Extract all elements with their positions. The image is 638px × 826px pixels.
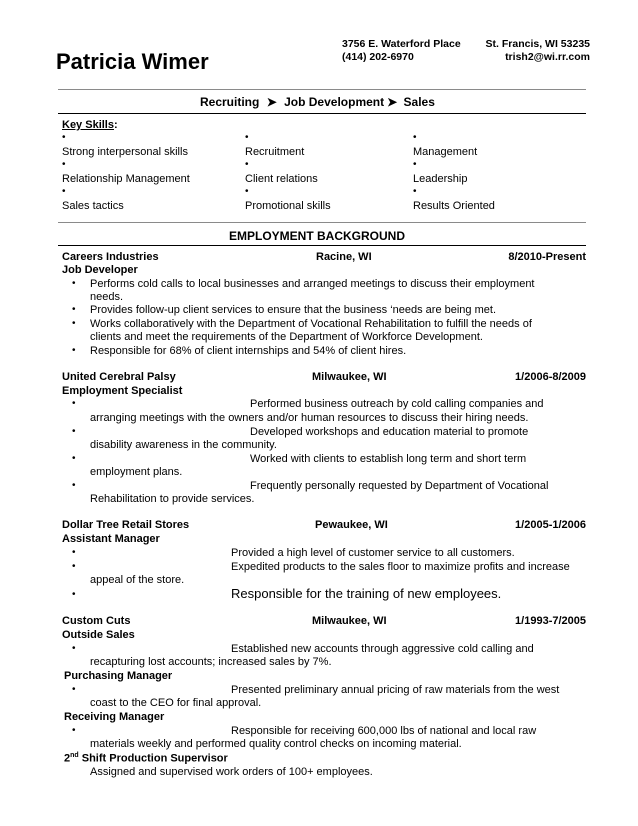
skill-item: Recruitment (245, 146, 305, 158)
duty-line: disability awareness in the community. (90, 439, 277, 451)
job-location: Racine, WI (316, 251, 372, 263)
subrole-title-number: 2 (64, 752, 71, 765)
tagline-recruiting: Recruiting (200, 95, 260, 109)
bullet-icon: • (72, 398, 76, 409)
skill-item: Leadership (413, 173, 468, 185)
duty-line: coast to the CEO for final approval. (90, 697, 262, 709)
bullet-icon: • (72, 278, 76, 289)
duty-line: Presented preliminary annual pricing of raw materials from the west (231, 684, 560, 696)
bullet-icon: • (72, 589, 76, 600)
company-name: United Cerebral Palsy (62, 371, 176, 383)
duty-line: Expedited products to the sales floor to maximize profits and increase (231, 561, 570, 573)
phone-number: (414) 202-6970 (342, 51, 414, 63)
skill-item: Relationship Management (62, 173, 190, 185)
bullet-icon: • (72, 304, 76, 315)
duty-line: needs. (90, 291, 124, 303)
bullet-icon: • (72, 318, 76, 329)
bullet-icon: • (72, 725, 76, 736)
bullet-icon: • (72, 480, 76, 491)
job-dates: 1/2005-1/2006 (515, 519, 586, 531)
arrow-right-icon: ➤ (266, 95, 277, 109)
tagline (200, 95, 435, 109)
job-dates: 1/2006-8/2009 (515, 371, 586, 383)
key-skills-heading-text: Key Skills (62, 119, 114, 131)
subrole-title (64, 752, 228, 765)
subrole-title-rest: Shift Production Supervisor (78, 752, 228, 765)
duty-line: employment plans. (90, 466, 183, 478)
arrow-right-icon: ➤ (387, 95, 398, 109)
bullet-icon: • (72, 426, 76, 437)
key-skills-colon: : (113, 119, 118, 131)
bullet-icon: • (72, 561, 76, 572)
duty-line: Provides follow-up client services to ensure that the business ‘needs are being met. (90, 304, 496, 316)
job-title: Employment Specialist (62, 385, 183, 397)
duty-line: arranging meetings with the owners and/or human resources to discuss their hiring needs. (90, 412, 529, 424)
duty-line: Developed workshops and education material to promote (250, 426, 529, 438)
address-street: 3756 E. Waterford Place (342, 38, 461, 50)
duty-line: appeal of the store. (90, 574, 185, 586)
duty-line: Responsible for receiving 600,000 lbs of national and local raw (231, 725, 537, 737)
bullet-icon: • (72, 345, 76, 356)
bullet-icon: • (72, 684, 76, 695)
bullet-icon: • (72, 453, 76, 464)
job-title: Job Developer (62, 264, 138, 276)
candidate-name: Patricia Wimer (56, 49, 209, 74)
duty-line: materials weekly and performed quality control checks on incoming material. (90, 738, 462, 750)
duty-line: Performed business outreach by cold calling companies and (250, 398, 544, 410)
skill-item: Promotional skills (245, 200, 331, 212)
duty-line: Worked with clients to establish long term and short term (250, 453, 527, 465)
bullet-icon: • (245, 132, 249, 143)
bullet-icon: • (413, 186, 417, 197)
duty-line: Rehabilitation to provide services. (90, 493, 255, 505)
company-name: Custom Cuts (62, 615, 131, 627)
skills-divider (58, 222, 586, 223)
bullet-icon: • (62, 132, 66, 143)
duty-line: Frequently personally requested by Department of Vocational (250, 480, 549, 492)
tagline-sales: Sales (403, 95, 435, 109)
bullet-icon: • (245, 159, 249, 170)
job-title: Outside Sales (62, 629, 135, 641)
duty-line: Established new accounts through aggressive cold calling and (231, 643, 534, 655)
subrole-title: Purchasing Manager (64, 670, 173, 682)
duty-line: clients and meet the requirements of the Department of Workforce Development. (90, 331, 483, 343)
company-name: Careers Industries (62, 251, 159, 263)
key-skills-heading (62, 119, 118, 131)
skill-item: Results Oriented (413, 200, 495, 212)
skill-item: Management (413, 146, 478, 158)
email-address[interactable]: trish2@wi.rr.com (505, 51, 590, 63)
skill-item: Sales tactics (62, 200, 124, 212)
bullet-icon: • (245, 186, 249, 197)
subrole-title-ordinal: nd (70, 752, 79, 759)
bullet-icon: • (72, 643, 76, 654)
tagline-job-development: Job Development (284, 95, 385, 109)
bullet-icon: • (413, 132, 417, 143)
duty-line: Provided a high level of customer service to all customers. (231, 547, 515, 559)
job-location: Milwaukee, WI (312, 615, 387, 627)
bullet-icon: • (62, 159, 66, 170)
duty-line: Responsible for 68% of client internships and 54% of client hires. (90, 345, 407, 357)
bullet-icon: • (72, 547, 76, 558)
header-divider (58, 89, 586, 90)
job-location: Pewaukee, WI (315, 519, 388, 531)
job-dates: 8/2010-Present (508, 251, 586, 263)
job-title: Assistant Manager (62, 533, 160, 545)
employment-heading: EMPLOYMENT BACKGROUND (229, 229, 405, 243)
job-dates: 1/1993-7/2005 (515, 615, 586, 627)
job-location: Milwaukee, WI (312, 371, 387, 383)
subrole-title: Receiving Manager (64, 711, 165, 723)
skill-item: Client relations (245, 173, 318, 185)
company-name: Dollar Tree Retail Stores (62, 519, 190, 531)
tagline-divider (58, 113, 586, 114)
duty-line: recapturing lost accounts; increased sales by 7%. (90, 656, 332, 668)
bullet-icon: • (413, 159, 417, 170)
address-city: St. Francis, WI 53235 (485, 38, 590, 50)
duty-line: Performs cold calls to local businesses and arranged meetings to discuss their employment (90, 278, 535, 290)
skill-item: Strong interpersonal skills (62, 146, 188, 158)
bullet-icon: • (62, 186, 66, 197)
duty-line: Works collaboratively with the Department of Vocational Rehabilitation to fulfill the needs of (90, 318, 532, 330)
duty-line: Assigned and supervised work orders of 100+ employees. (90, 766, 373, 778)
employment-divider (58, 245, 586, 246)
duty-line: Responsible for the training of new employees. (231, 586, 502, 601)
